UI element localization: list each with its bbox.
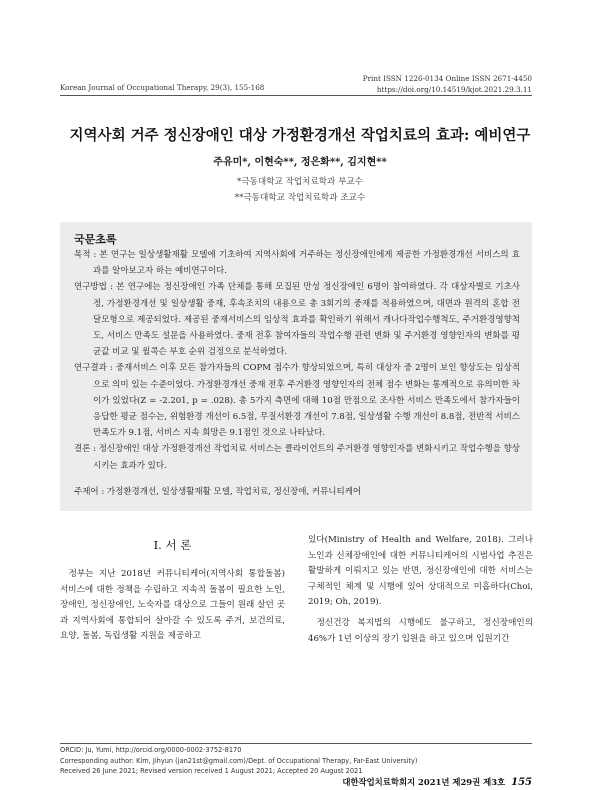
author-list: 주유미*, 이현숙**, 정은화**, 김지현** xyxy=(213,157,387,168)
intro-left-column xyxy=(60,567,285,645)
keywords: 주제어 : 가정환경개선, 일상생활재활 모델, 작업치료, 정신장애, 커뮤니티케어 xyxy=(74,487,362,497)
footnotes xyxy=(60,745,417,777)
abstract-results: 연구결과 : 중재서비스 이후 모든 참가자들의 COPM 점수가 향상되었으며, 특히 대상자 중 2명이 보인 향상도는 임상적으로 의미 있는 수준이었다. 가정환경개선 중재 전후 주거환경 영향인자의 전체 점수 변화는 통계적으로 유의미한 차이가 있었다(Z = -2.201, p = .028). 총 5가지 측면에 대해 10점 만점으로 조사한 서비스 만족도에서 참가자들이 응답한 평균 점수는, 위험환경 개선이 6.5점, 무질서환경 개선이 7.8점, 일상생활 수행 개선이 8.8점, 전반적 서비스 만족도가 9.1점, 서비스 지속 희망은 9.1점인 것으로 나타났다. xyxy=(74,363,520,439)
footnote-rule xyxy=(60,743,532,744)
affiliation-2: **극동대학교 작업치료학과 조교수 xyxy=(234,193,366,203)
affiliation-1: *극동대학교 작업치료학과 부교수 xyxy=(237,177,363,187)
orcid-note: ORCID: Ju, Yumi, http://orcid.org/0000-0002-3752-8170 xyxy=(60,746,242,754)
abstract-body xyxy=(74,247,520,474)
intro-paragraph-1-cont: 있다(Ministry of Health and Welfare, 2018). 그러나 노인과 신체장애인에 대한 커뮤니티케어의 시범사업 추진은 활발하게 이뤄지고 있는 반면, 정신장애인에 대한 서비스는 구체적인 체계 및 시행에 있어 상대적으로 미흡하다(Choi, 2019; Oh, 2019). xyxy=(308,535,533,608)
abstract-conclusion: 결론 : 정신장애인 대상 가정환경개선 작업치료 서비스는 클라이언트의 주거환경 영향인자를 변화시키고 작업수행을 향상시키는 효과가 있다. xyxy=(74,444,520,471)
received-dates-note: Received 26 June 2021; Revised version received 1 August 2021; Accepted 20 August 2021 xyxy=(60,767,363,776)
page-number: 155 xyxy=(511,777,532,788)
intro-paragraph-2: 정신건강 복지법의 시행에도 불구하고, 정신장애인의 46%가 1년 이상의 장기 입원을 하고 있으며 입원기간 xyxy=(308,617,533,644)
intro-paragraph-1: 정부는 지난 2018년 커뮤니티케어(지역사회 통합돌봄) 서비스에 대한 정책을 수립하고 지속적 돌봄이 필요한 노인, 장애인, 정신장애인, 노숙자를 대상으로 그들이 원래 살던 곳과 지역사회에 통합되어 살아갈 수 있도록 주거, 보건의료, 요양, 돌봄, 독립생활 지원을 제공하고 xyxy=(60,569,285,642)
abstract-heading: 국문초록 xyxy=(74,233,117,246)
section-title-introduction: I. 서 론 xyxy=(153,538,192,552)
journal-citation: Korean Journal of Occupational Therapy, 29(3), 155-168 xyxy=(60,83,265,92)
page-footer xyxy=(342,776,532,788)
doi-link[interactable]: https://doi.org/10.14519/kjot.2021.29.3.11 xyxy=(376,85,532,94)
issn-text: Print ISSN 1226-0134 Online ISSN 2671-4450 xyxy=(362,74,532,83)
abstract-purpose: 목적 : 본 연구는 일상생활재활 모델에 기초하여 지역사회에 거주하는 정신장애인에게 제공한 가정환경개선 서비스의 효과를 알아보고자 하는 예비연구이다. xyxy=(74,250,520,277)
footer-journal: 대한작업치료학회지 2021년 제29권 제3호 xyxy=(342,777,506,787)
intro-right-column xyxy=(308,533,533,647)
corresponding-author-note: Corresponding author: Kim, Jihyun (jan21st@gmail.com)/Dept. of Occupational Therapy, Far-East University) xyxy=(60,756,418,765)
abstract-methods: 연구방법 : 본 연구에는 정신장애인 가족 단체를 통해 모집된 만성 정신장애인 6명이 참여하였다. 각 대상자별로 기초사정, 가정환경개선 및 일상생활 중재, 후속조치의 내용으로 총 3회기의 중재를 적용하였으며, 대면과 원격의 혼합 전달모형으로 제공되었다. 제공된 중재서비스의 임상적 효과를 확인하기 위해서 캐나다작업수행척도, 주거환경영향척도, 서비스 만족도 설문을 사용하였다. 중재 전후 참여자들의 작업수행 관련 변화 및 주거환경 영향인자의 변화를 평균값 비교 및 윌콕슨 부호 순위 검정으로 분석하였다. xyxy=(74,282,520,358)
paper-title: 지역사회 거주 정신장애인 대상 가정환경개선 작업치료의 효과: 예비연구 xyxy=(69,127,531,144)
issn-doi-block xyxy=(363,73,532,95)
header-rule xyxy=(60,95,532,96)
